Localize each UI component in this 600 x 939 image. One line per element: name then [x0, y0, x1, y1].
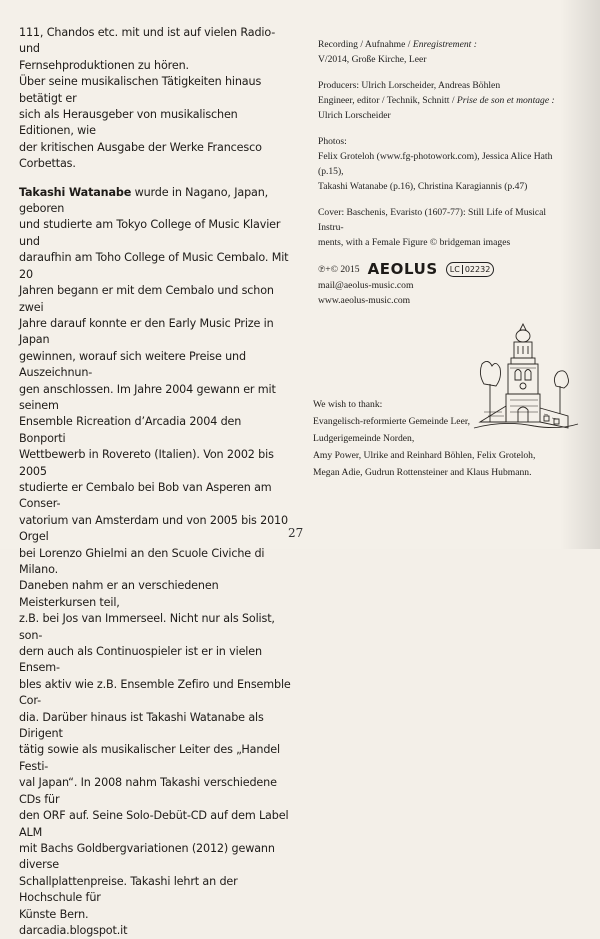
- producers-line: Producers: Ulrich Lorscheider, Andreas Böhlen: [318, 80, 501, 91]
- label-code-prefix: LC: [450, 265, 463, 274]
- engineer-value: Ulrich Lorscheider: [318, 110, 391, 121]
- bio-line: bei Lorenzo Ghielmi an den Scuole Civiche di Milano.: [19, 546, 265, 576]
- bio-line: Ensemble Ricreation d’Arcadia 2004 den Bonporti: [19, 415, 242, 445]
- thanks-line: Evangelisch-reformierte Gemeinde Leer,: [313, 416, 471, 427]
- bio-line: vatorium van Amsterdam und von 2005 bis 2010 Orgel: [19, 513, 288, 544]
- cover-credit: Cover: Baschenis, Evaristo (1607-77): Still Life of Musical Instru-: [318, 207, 547, 233]
- bio-line: gen anschlossen. Im Jahre 2004 gewann er mit seinem: [19, 382, 276, 412]
- thanks-line: Megan Adie, Gudrun Rottensteiner and Klaus Hubmann.: [313, 467, 532, 478]
- thanks-line: Ludgerigemeinde Norden,: [313, 433, 415, 444]
- paragraph-gap: [318, 67, 558, 78]
- bio-line: Jahren begann er mit dem Cembalo und schon zwei: [19, 284, 274, 314]
- bio-line: den ORF auf. Seine Solo-Debüt-CD auf dem Label ALM: [19, 809, 289, 839]
- bio-line: daraufhin am Toho College of Music Cembalo. Mit 20: [19, 251, 289, 281]
- page-number: 27: [288, 526, 304, 540]
- bio-line: Über seine musikalischen Tätigkeiten hinaus betätigt er: [19, 75, 262, 105]
- bio-line: tätig sowie als musikalischer Leiter des „Handel Festi-: [19, 743, 280, 773]
- email-link[interactable]: mail@aeolus-music.com: [318, 280, 414, 291]
- bio-line: dia. Darüber hinaus ist Takashi Watanabe als Dirigent: [19, 710, 264, 741]
- label-row: [318, 260, 494, 278]
- bio-line: Künste Bern.: [19, 907, 89, 921]
- paragraph-gap: [19, 173, 291, 185]
- acknowledgements: [313, 396, 573, 481]
- biography-column: [19, 25, 291, 939]
- bio-line: bles aktiv wie z.B. Ensemble Zefiro und Ensemble Cor-: [19, 677, 291, 708]
- bio-line: gewinnen, worauf sich weitere Preise und Auszeichnun-: [19, 349, 246, 380]
- thanks-heading: We wish to thank:: [313, 399, 383, 410]
- contact-block: [318, 278, 413, 308]
- credits-column: [318, 37, 558, 250]
- bio-line: Daneben nahm er an verschiedenen Meisterkursen teil,: [19, 579, 219, 609]
- recording-label-fr: Enregistrement :: [412, 39, 477, 50]
- bio-line: dern auch als Continuospieler ist er in vielen Ensem-: [19, 645, 262, 675]
- bio-first-line: [19, 185, 291, 218]
- website-link[interactable]: www.aeolus-music.com: [318, 295, 411, 306]
- aeolus-logo: AEOLUS: [367, 260, 438, 278]
- photos-label: Photos:: [318, 136, 347, 147]
- bio-line: 111, Chandos etc. mit und ist auf vielen Radio- und: [19, 26, 276, 56]
- bio-line: studierte er Cembalo bei Bob van Asperen am Conser-: [19, 480, 272, 511]
- blog-link[interactable]: darcadia.blogspot.it: [19, 923, 128, 937]
- paragraph-gap: [318, 194, 558, 205]
- thanks-line: Amy Power, Ulrike and Reinhard Böhlen, Felix Groteloh,: [313, 450, 536, 461]
- bio-line: und studierte am Tokyo College of Music Klavier und: [19, 218, 281, 248]
- bio-line: val Japan“. In 2008 nahm Takashi verschiedene CDs für: [19, 776, 277, 806]
- label-code-badge: [446, 262, 495, 277]
- engineer-label: [318, 93, 558, 108]
- photos-credit: Felix Groteloh (www.fg-photowork.com), Jessica Alice Hath (p.15),: [318, 151, 553, 177]
- artist-name: Takashi Watanabe: [19, 185, 132, 199]
- paragraph-gap: [318, 123, 558, 134]
- bio-line: Wettbewerb in Rovereto (Italien). Von 2002 bis 2005: [19, 448, 274, 478]
- recording-label-main: Recording / Aufnahme /: [318, 39, 413, 50]
- bio-line: z.B. bei Jos van Immerseel. Nicht nur als Solist, son-: [19, 612, 275, 642]
- bio-line: Jahre darauf konnte er den Early Music Prize in Japan: [19, 316, 274, 347]
- copyright-notice: ℗+© 2015: [318, 263, 360, 275]
- bio-line: der kritischen Ausgabe der Werke Francesco Corbettas.: [19, 140, 262, 171]
- engineer-label-main: Engineer, editor / Technik, Schnitt /: [318, 95, 457, 106]
- recording-label: [318, 37, 558, 52]
- cover-credit: ments, with a Female Figure © bridgeman images: [318, 237, 511, 248]
- bio-first-line-rest: wurde in Nagano, Japan, geboren: [19, 185, 269, 216]
- photos-credit: Takashi Watanabe (p.16), Christina Karagiannis (p.47): [318, 181, 528, 192]
- bio-line: mit Bachs Goldbergvariationen (2012) gewann diverse: [19, 841, 275, 872]
- bio-line: Schallplattenpreise. Takashi lehrt an der Hochschule für: [19, 874, 238, 905]
- bio-line: sich als Herausgeber von musikalischen Editionen, wie: [19, 108, 238, 138]
- engineer-label-fr: Prise de son et montage :: [456, 95, 555, 106]
- recording-value: V/2014, Große Kirche, Leer: [318, 54, 427, 65]
- label-code: 02232: [464, 264, 491, 274]
- bio-line: Fernsehproduktionen zu hören.: [19, 58, 189, 72]
